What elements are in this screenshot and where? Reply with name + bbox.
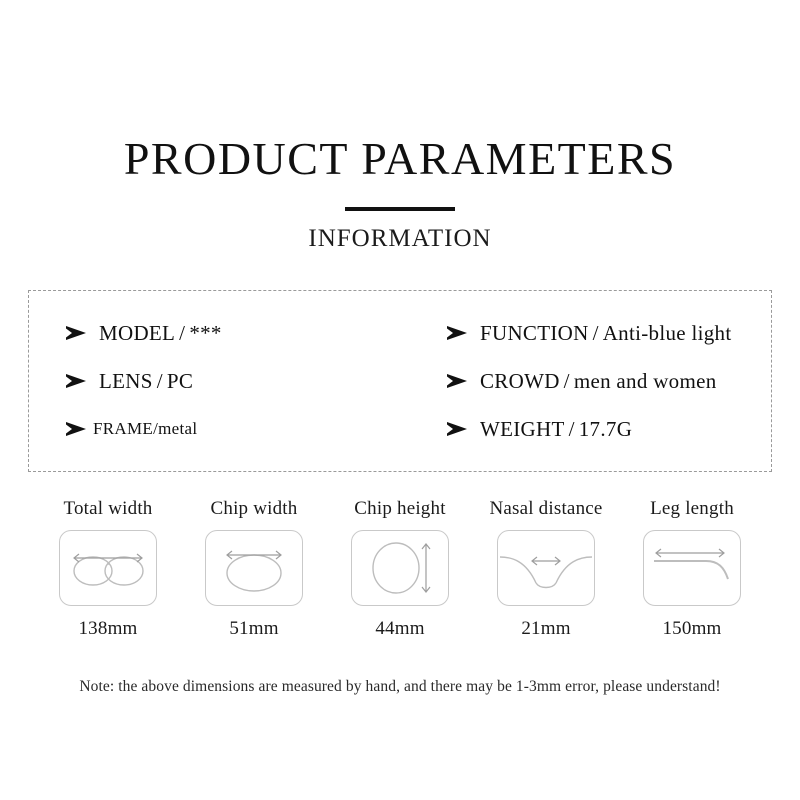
- title-underline-rule: [345, 207, 455, 211]
- spec-row-frame: [65, 405, 380, 453]
- spec-label-model: MODEL: [99, 320, 176, 345]
- dimension-label: Total width: [63, 498, 153, 519]
- lens-height-icon: [351, 530, 449, 606]
- dimension-value: 51mm: [229, 618, 279, 639]
- dimension-label: Leg length: [650, 498, 734, 519]
- spec-label-frame: FRAME/metal: [93, 419, 198, 438]
- spec-value-weight: 17.7G: [578, 416, 633, 441]
- dimension-item-total-width: [40, 498, 176, 640]
- dimension-item-leg-length: [624, 498, 760, 640]
- dimension-value: 138mm: [78, 618, 138, 639]
- arrow-bullet-icon: [65, 421, 87, 437]
- spec-separator-crowd: /: [563, 368, 570, 393]
- dimension-value: 21mm: [521, 618, 571, 639]
- dimension-item-chip-height: [332, 498, 468, 640]
- spec-row-crowd: [446, 357, 761, 405]
- spec-label-weight: WEIGHT: [480, 416, 565, 441]
- arrow-bullet-icon: [446, 421, 468, 437]
- spec-text-lens: [99, 369, 193, 394]
- arrow-bullet-icon: [65, 325, 87, 341]
- glasses-front-width-icon: [59, 530, 157, 606]
- lens-width-icon: [205, 530, 303, 606]
- specs-panel: [28, 290, 772, 472]
- dimension-item-nasal-distance: [478, 498, 614, 640]
- specs-column-left: [39, 309, 380, 461]
- dimension-label: Chip width: [210, 498, 298, 519]
- dimension-item-chip-width: [186, 498, 322, 640]
- spec-separator-model: /: [179, 320, 186, 345]
- temple-length-icon: [643, 530, 741, 606]
- specs-column-right: [380, 309, 761, 461]
- spec-label-lens: LENS: [99, 368, 153, 393]
- page-subtitle: INFORMATION: [308, 224, 492, 252]
- spec-text-frame: [93, 419, 197, 439]
- spec-row-weight: [446, 405, 761, 453]
- spec-row-function: [446, 309, 761, 357]
- spec-value-function: Anti-blue light: [602, 320, 732, 345]
- spec-text-model: [99, 321, 222, 346]
- dimension-value: 150mm: [662, 618, 722, 639]
- spec-separator-function: /: [592, 320, 599, 345]
- specs-columns: [29, 291, 771, 471]
- measurement-note: Note: the above dimensions are measured by hand, and there may be 1-3mm error, please understand!: [79, 678, 721, 695]
- spec-value-lens: PC: [166, 368, 194, 393]
- spec-row-model: [65, 309, 380, 357]
- spec-text-weight: [480, 417, 632, 442]
- spec-row-lens: [65, 357, 380, 405]
- spec-text-crowd: [480, 369, 717, 394]
- page-title: PRODUCT PARAMETERS: [123, 133, 677, 184]
- arrow-bullet-icon: [446, 325, 468, 341]
- spec-text-function: [480, 321, 731, 346]
- arrow-bullet-icon: [446, 373, 468, 389]
- dimension-label: Chip height: [354, 498, 446, 519]
- spec-value-crowd: men and women: [573, 368, 717, 393]
- bridge-distance-icon: [497, 530, 595, 606]
- spec-separator-lens: /: [156, 368, 163, 393]
- dimensions-row: [40, 498, 760, 640]
- dimension-label: Nasal distance: [489, 498, 603, 519]
- spec-label-crowd: CROWD: [480, 368, 560, 393]
- spec-separator-weight: /: [568, 416, 575, 441]
- arrow-bullet-icon: [65, 373, 87, 389]
- spec-label-function: FUNCTION: [480, 320, 589, 345]
- spec-value-model: ***: [189, 320, 222, 345]
- dimension-value: 44mm: [375, 618, 425, 639]
